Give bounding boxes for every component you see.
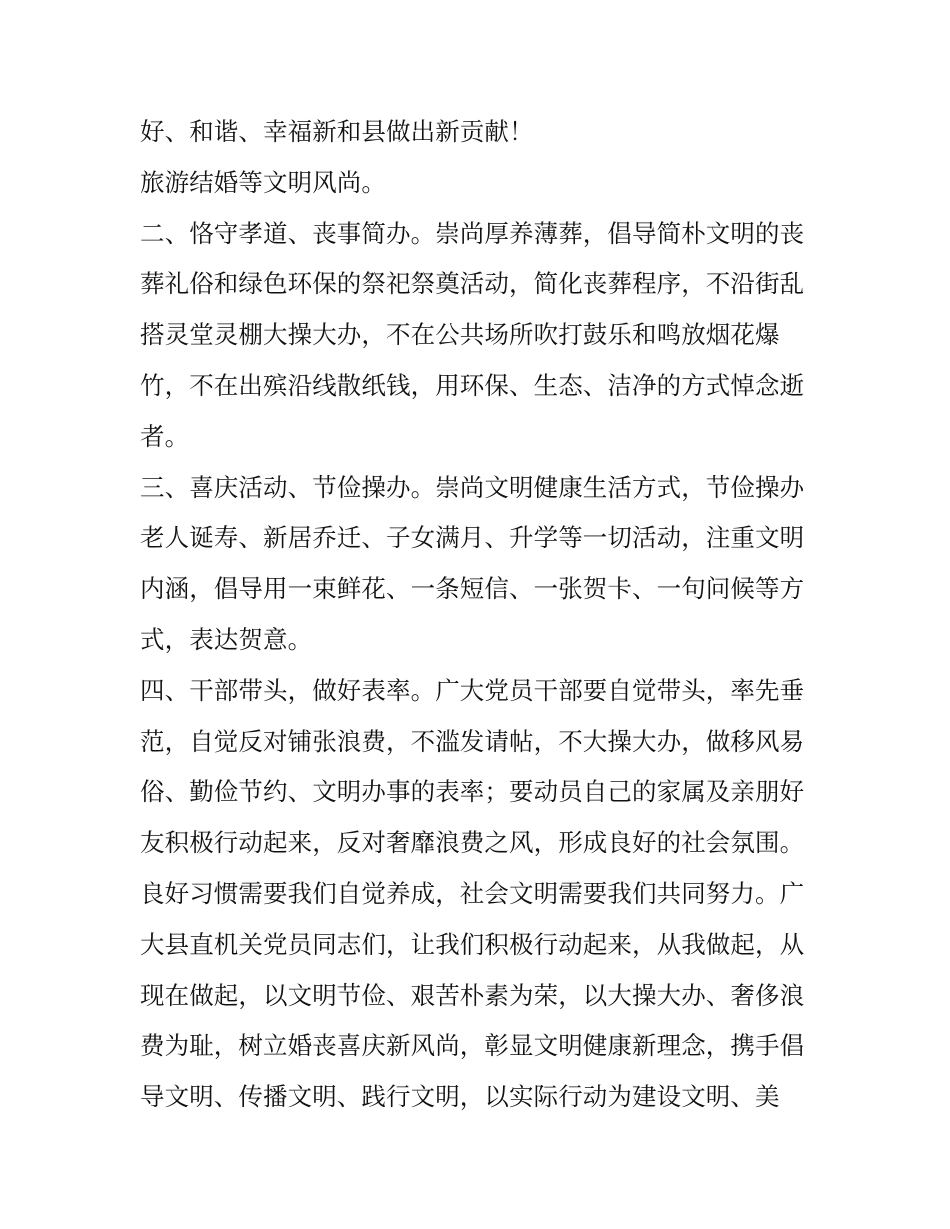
text-line: 好、和谐、幸福新和县做出新贡献！: [140, 117, 534, 146]
text-line: 现在做起，以文明节俭、艰苦朴素为荣，以大操大办、奢侈浪: [140, 980, 805, 1010]
text-line: 俗、勤俭节约、文明办事的表率；要动员自己的家属及亲朋好: [140, 777, 805, 807]
text-line: 四、干部带头，做好表率。广大党员干部要自觉带头，率先垂: [140, 675, 805, 705]
text-line: 搭灵堂灵棚大操大办，不在公共场所吹打鼓乐和鸣放烟花爆: [140, 320, 780, 350]
text-line: 内涵，倡导用一束鲜花、一条短信、一张贺卡、一句问候等方: [140, 574, 805, 604]
text-line: 费为耻，树立婚丧喜庆新风尚，彰显文明健康新理念，携手倡: [140, 1031, 805, 1061]
text-line: 二、恪守孝道、丧事简办。崇尚厚养薄葬，倡导简朴文明的丧: [140, 218, 805, 248]
text-line: 导文明、传播文明、践行文明，以实际行动为建设文明、美: [140, 1082, 780, 1112]
text-line: 葬礼俗和绿色环保的祭祀祭奠活动，简化丧葬程序，不沿街乱: [140, 269, 805, 299]
text-line: 范，自觉反对铺张浪费，不滥发请帖，不大操大办，做移风易: [140, 726, 805, 756]
text-line: 良好习惯需要我们自觉养成，社会文明需要我们共同努力。广: [140, 878, 805, 908]
text-line: 老人诞寿、新居乔迁、子女满月、升学等一切活动，注重文明: [140, 523, 805, 553]
text-line: 大县直机关党员同志们，让我们积极行动起来，从我做起，从: [140, 929, 805, 959]
text-line: 式，表达贺意。: [140, 624, 313, 654]
document-body: [140, 107, 830, 1123]
text-line: 友积极行动起来，反对奢靡浪费之风，形成良好的社会氛围。: [140, 828, 805, 858]
text-line: 者。: [140, 421, 190, 451]
text-line: 竹，不在出殡沿线散纸钱，用环保、生态、洁净的方式悼念逝: [140, 370, 805, 400]
text-line: 三、喜庆活动、节俭操办。崇尚文明健康生活方式，节俭操办: [140, 472, 805, 502]
text-line: 旅游结婚等文明风尚。: [140, 167, 386, 197]
